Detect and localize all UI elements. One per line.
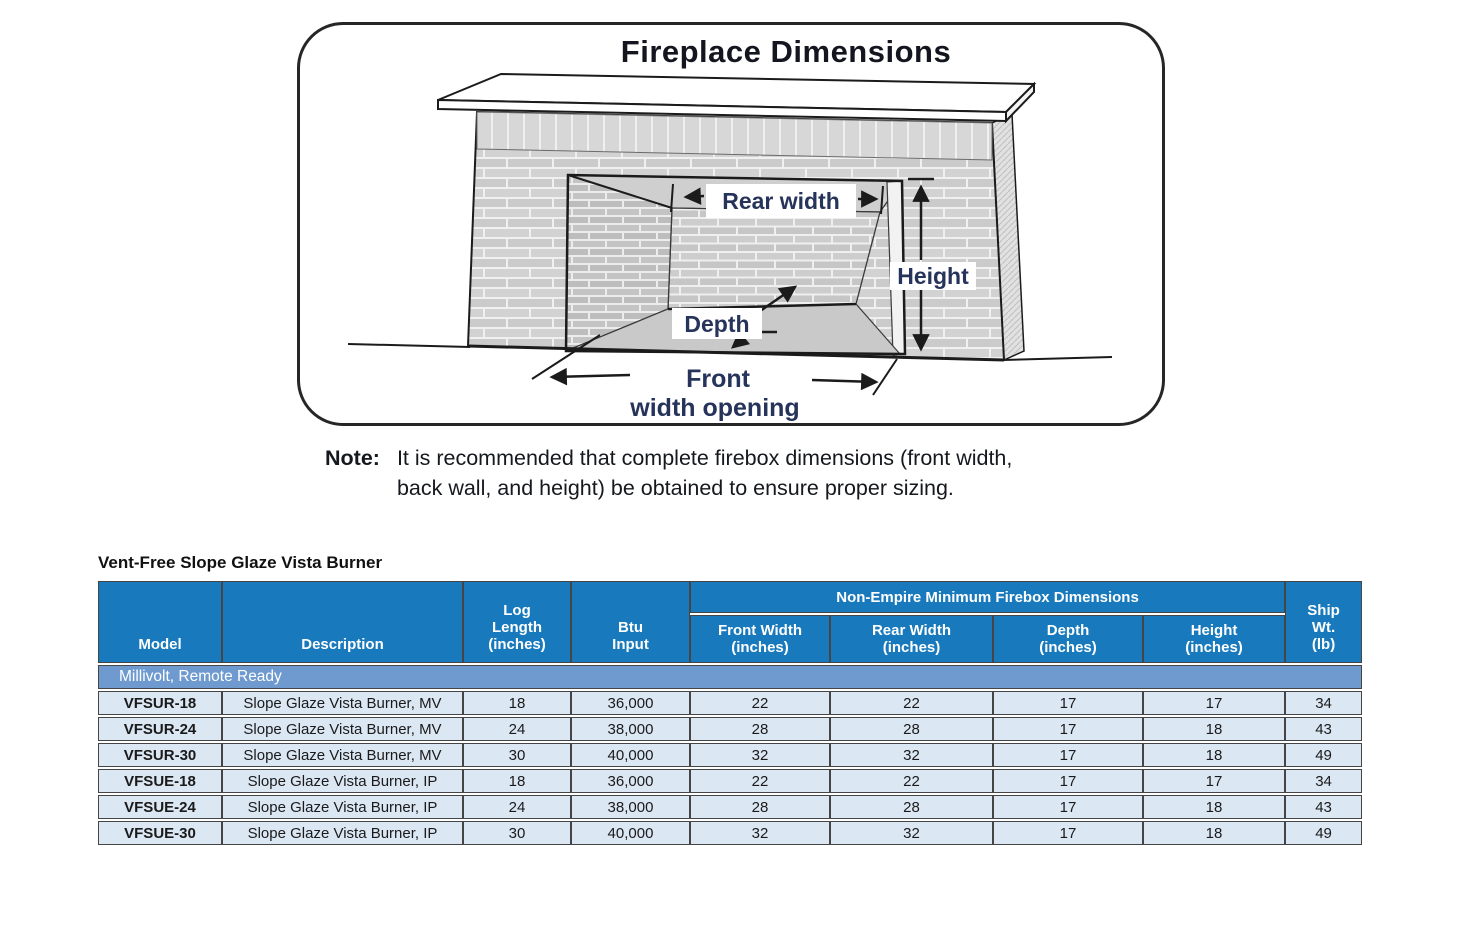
table-row <box>98 717 1362 741</box>
cell-front-width: 28 <box>690 717 830 741</box>
note-label: Note: <box>325 446 380 470</box>
cell-btu-input: 38,000 <box>571 717 690 741</box>
note-text: It is recommended that complete firebox dimensions (front width, back wall, and height) be obtained to ensure proper sizing. <box>396 446 1013 500</box>
cell-height: 18 <box>1143 743 1285 767</box>
table-row <box>98 769 1362 793</box>
note-block <box>325 443 1012 503</box>
cell-model: VFSUE-18 <box>98 769 222 793</box>
cell-rear-width: 28 <box>830 717 993 741</box>
cell-btu-input: 36,000 <box>571 691 690 715</box>
front-width-label-line2: width opening <box>630 394 800 422</box>
table-row <box>98 691 1362 715</box>
cell-front-width: 22 <box>690 769 830 793</box>
cell-log-length: 18 <box>463 691 571 715</box>
cell-front-width: 32 <box>690 743 830 767</box>
table-row <box>98 795 1362 819</box>
cell-ship-wt: 43 <box>1285 795 1362 819</box>
cell-rear-width: 32 <box>830 743 993 767</box>
cell-rear-width: 28 <box>830 795 993 819</box>
col-header-log-length: Log Length (inches) <box>463 581 571 663</box>
cell-log-length: 30 <box>463 821 571 845</box>
cell-height: 18 <box>1143 821 1285 845</box>
cell-description: Slope Glaze Vista Burner, IP <box>222 795 463 819</box>
cell-front-width: 28 <box>690 795 830 819</box>
cell-ship-wt: 49 <box>1285 743 1362 767</box>
cell-description: Slope Glaze Vista Burner, MV <box>222 717 463 741</box>
cell-model: VFSUR-30 <box>98 743 222 767</box>
height-label: Height <box>897 263 969 289</box>
cell-btu-input: 36,000 <box>571 769 690 793</box>
cell-front-width: 32 <box>690 821 830 845</box>
ground-line-right <box>1003 357 1112 360</box>
cell-model: VFSUE-24 <box>98 795 222 819</box>
depth-label: Depth <box>684 311 750 337</box>
group-header-firebox-dimensions: Non-Empire Minimum Firebox Dimensions <box>690 581 1285 613</box>
front-width-label-line1: Front <box>686 365 750 393</box>
firebox-back-wall <box>668 208 880 309</box>
cell-front-width: 22 <box>690 691 830 715</box>
table-title: Vent-Free Slope Glaze Vista Burner <box>98 553 383 572</box>
table-row <box>98 821 1362 845</box>
cell-description: Slope Glaze Vista Burner, MV <box>222 691 463 715</box>
cell-log-length: 24 <box>463 717 571 741</box>
cell-ship-wt: 49 <box>1285 821 1362 845</box>
table-row <box>98 743 1362 767</box>
cell-height: 17 <box>1143 691 1285 715</box>
cell-btu-input: 38,000 <box>571 795 690 819</box>
cell-description: Slope Glaze Vista Burner, IP <box>222 769 463 793</box>
cell-depth: 17 <box>993 743 1143 767</box>
col-header-model: Model <box>98 581 222 663</box>
burner-spec-section <box>98 553 1362 847</box>
cell-ship-wt: 43 <box>1285 717 1362 741</box>
burner-spec-table <box>98 579 1362 847</box>
rear-width-label: Rear width <box>722 188 840 214</box>
col-header-ship-wt: Ship Wt. (lb) <box>1285 581 1362 663</box>
diagram-title: Fireplace Dimensions <box>620 34 952 69</box>
col-header-front-width: Front Width (inches) <box>690 615 830 663</box>
col-header-description: Description <box>222 581 463 663</box>
cell-btu-input: 40,000 <box>571 743 690 767</box>
cell-ship-wt: 34 <box>1285 691 1362 715</box>
col-header-height: Height (inches) <box>1143 615 1285 663</box>
cell-btu-input: 40,000 <box>571 821 690 845</box>
cell-height: 17 <box>1143 769 1285 793</box>
cell-rear-width: 32 <box>830 821 993 845</box>
cell-ship-wt: 34 <box>1285 769 1362 793</box>
cell-log-length: 24 <box>463 795 571 819</box>
cell-log-length: 30 <box>463 743 571 767</box>
cell-rear-width: 22 <box>830 691 993 715</box>
fireplace-dimensions-panel <box>297 22 1165 426</box>
cell-description: Slope Glaze Vista Burner, MV <box>222 743 463 767</box>
fireplace-diagram <box>300 48 1162 423</box>
cell-log-length: 18 <box>463 769 571 793</box>
col-header-depth: Depth (inches) <box>993 615 1143 663</box>
cell-model: VFSUE-30 <box>98 821 222 845</box>
cell-height: 18 <box>1143 717 1285 741</box>
cell-depth: 17 <box>993 795 1143 819</box>
cell-depth: 17 <box>993 717 1143 741</box>
cell-model: VFSUR-18 <box>98 691 222 715</box>
col-header-btu-input: Btu Input <box>571 581 690 663</box>
section-header: Millivolt, Remote Ready <box>98 665 1362 689</box>
section-row <box>98 665 1362 689</box>
cell-depth: 17 <box>993 691 1143 715</box>
cell-description: Slope Glaze Vista Burner, IP <box>222 821 463 845</box>
cell-height: 18 <box>1143 795 1285 819</box>
cell-depth: 17 <box>993 769 1143 793</box>
cell-model: VFSUR-24 <box>98 717 222 741</box>
col-header-rear-width: Rear Width (inches) <box>830 615 993 663</box>
ground-line-left <box>348 344 470 347</box>
cell-rear-width: 22 <box>830 769 993 793</box>
cell-depth: 17 <box>993 821 1143 845</box>
